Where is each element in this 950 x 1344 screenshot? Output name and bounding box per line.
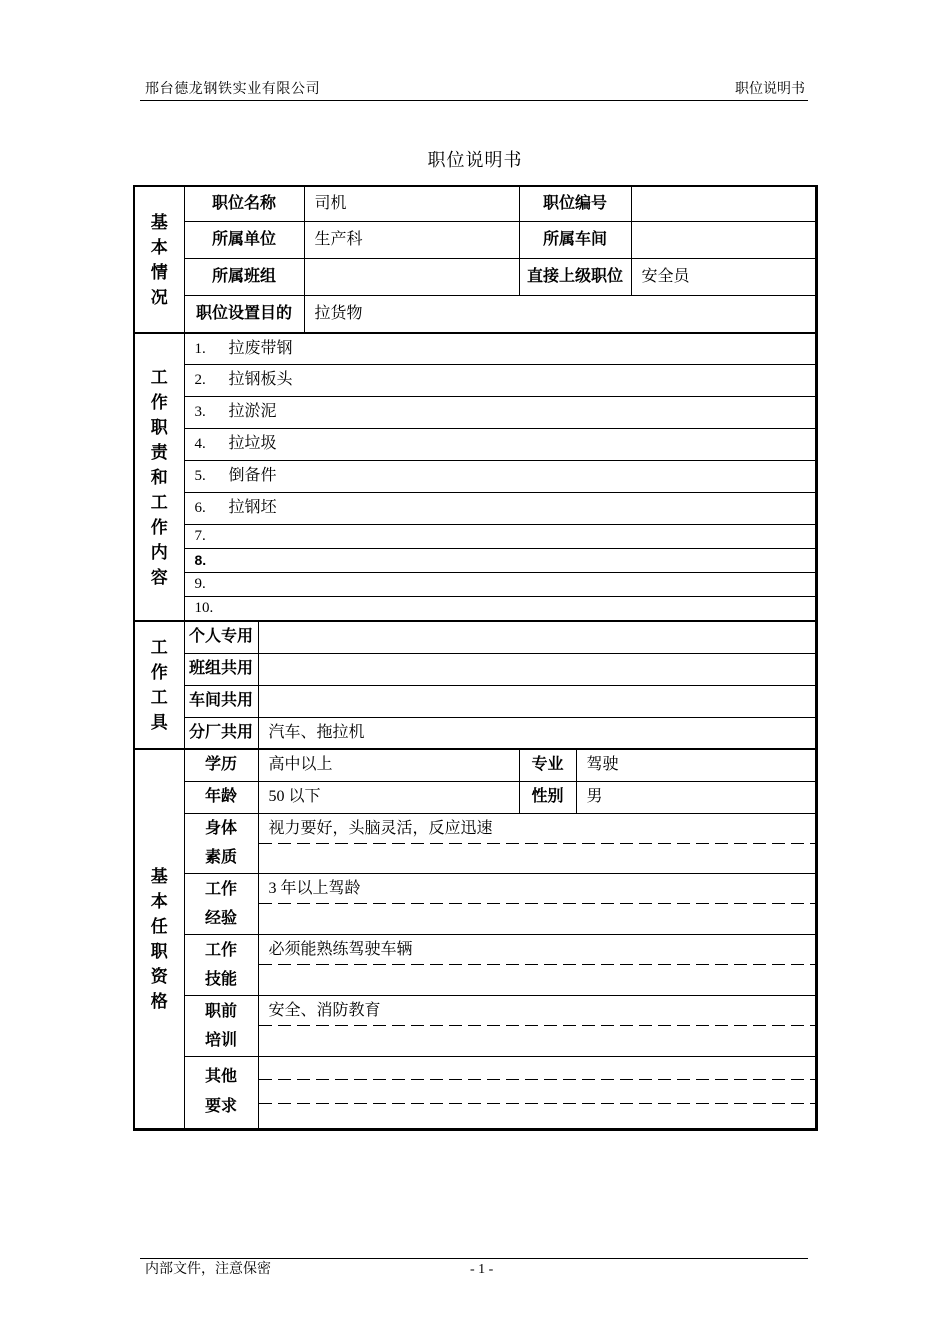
- footer-confidential-note: 内部文件，注意保密: [145, 1262, 271, 1277]
- footer-divider: [140, 1258, 808, 1259]
- section-label-qualifications: [134, 749, 184, 1129]
- qualifications-section-title: 基本任职资格: [150, 866, 168, 1011]
- header-divider: [140, 100, 808, 101]
- tool-value-branch-factory: 汽车、拖拉机: [258, 717, 816, 749]
- tools-section-title: 工作工具: [150, 638, 168, 732]
- duty-row: [134, 548, 816, 572]
- duty-number: 8.: [194, 551, 207, 568]
- duty-text: 拉钢板头: [228, 371, 293, 388]
- duty-item: [184, 333, 816, 364]
- qualification-row: [134, 934, 816, 965]
- basic-info-row: [134, 258, 816, 295]
- duty-text: 拉废带钢: [228, 339, 293, 357]
- duty-item: [184, 524, 816, 548]
- duty-row: [134, 572, 816, 596]
- tool-row: [134, 653, 816, 685]
- label-line: 培训: [204, 1031, 237, 1049]
- work-skills-value: 必须能熟练驾驶车辆: [258, 934, 816, 965]
- basic-info-row: [134, 221, 816, 258]
- position-code-value: [631, 186, 816, 221]
- duty-row: [134, 596, 816, 621]
- basic-info-row: [134, 186, 816, 221]
- workshop-value: [631, 221, 816, 258]
- qualification-row: [134, 781, 816, 813]
- tool-row: [134, 621, 816, 653]
- label-line: 要求: [204, 1098, 237, 1115]
- basic-info-row: [134, 295, 816, 333]
- physical-fitness-value: 视力要好，头脑灵活，反应迅速: [258, 813, 816, 844]
- education-label: 学历: [184, 749, 258, 781]
- other-requirements-line: [258, 1080, 816, 1104]
- duty-number: 7.: [194, 528, 206, 544]
- tool-row: [134, 685, 816, 717]
- age-label: 年龄: [184, 781, 258, 813]
- duty-item: [184, 572, 816, 596]
- duty-item: [184, 364, 816, 396]
- other-requirements-line: [258, 1056, 816, 1080]
- duty-number: 1.: [194, 340, 206, 357]
- pre-job-training-label: [184, 995, 258, 1056]
- qualification-row: [134, 995, 816, 1026]
- duty-number: 5.: [194, 468, 206, 484]
- pre-job-training-value: 安全、消防教育: [258, 995, 816, 1026]
- position-purpose-value: 拉货物: [304, 295, 816, 333]
- unit-value: 生产科: [304, 221, 519, 258]
- work-skills-label: [184, 934, 258, 995]
- work-skills-extra-line: [258, 965, 816, 995]
- basic-info-section-title: 基本情况: [150, 212, 168, 307]
- position-code-label: 职位编号: [519, 186, 631, 221]
- other-requirements-label: [184, 1056, 258, 1129]
- work-experience-value: 3 年以上驾龄: [258, 873, 816, 904]
- header-company-name: 邢台德龙钢铁实业有限公司: [145, 82, 321, 97]
- major-label: 专业: [519, 749, 576, 781]
- tool-value-workshop: [258, 685, 816, 717]
- pre-job-training-extra-line: [258, 1026, 816, 1056]
- duty-row: [134, 460, 816, 492]
- duty-text: 倒备件: [228, 467, 277, 484]
- duty-row: [134, 524, 816, 548]
- position-purpose-label: 职位设置目的: [184, 295, 304, 333]
- duty-number: 10.: [194, 600, 214, 617]
- job-description-table: [133, 185, 818, 1131]
- duty-item: [184, 596, 816, 621]
- work-experience-extra-line: [258, 904, 816, 934]
- duty-row: [134, 396, 816, 428]
- header-document-type: 职位说明书: [735, 82, 805, 97]
- workshop-label: 所属车间: [519, 221, 631, 258]
- duty-number: 9.: [194, 576, 206, 592]
- tool-label-personal: 个人专用: [184, 621, 258, 653]
- gender-label: 性别: [519, 781, 576, 813]
- duties-section-title: 工作职责和工作内容: [150, 367, 168, 587]
- label-line: 身体: [204, 820, 237, 837]
- physical-fitness-label: [184, 813, 258, 873]
- qualification-row: [134, 813, 816, 844]
- section-label-duties: [134, 333, 184, 621]
- direct-superior-value: 安全员: [631, 258, 816, 295]
- duty-number: 2.: [194, 372, 206, 388]
- duty-row: [134, 492, 816, 524]
- major-value: 驾驶: [576, 749, 816, 781]
- tool-label-team: 班组共用: [184, 653, 258, 685]
- duty-item: [184, 460, 816, 492]
- label-line: 技能: [204, 970, 237, 988]
- label-line: 其他: [204, 1068, 237, 1085]
- duty-item: [184, 548, 816, 572]
- qualification-row: [134, 1056, 816, 1080]
- tool-label-workshop: 车间共用: [184, 685, 258, 717]
- duty-number: 6.: [194, 500, 206, 516]
- team-value: [304, 258, 519, 295]
- position-name-label: 职位名称: [184, 186, 304, 221]
- section-label-basic-info: [134, 186, 184, 333]
- label-line: 工作: [204, 941, 237, 959]
- direct-superior-label: 直接上级职位: [519, 258, 631, 295]
- qualification-row: [134, 873, 816, 904]
- duty-number: 4.: [194, 436, 206, 452]
- section-label-tools: [134, 621, 184, 749]
- unit-label: 所属单位: [184, 221, 304, 258]
- duty-text: 拉垃圾: [228, 435, 277, 452]
- age-value: 50 以下: [258, 781, 519, 813]
- work-experience-label: [184, 873, 258, 934]
- tool-value-team: [258, 653, 816, 685]
- duty-row: [134, 428, 816, 460]
- label-line: 经验: [204, 909, 237, 927]
- footer-page-number: - 1 -: [470, 1262, 494, 1277]
- duty-text: 拉淤泥: [228, 403, 277, 420]
- qualification-row: [134, 749, 816, 781]
- position-name-value: 司机: [304, 186, 519, 221]
- label-line: 工作: [204, 880, 237, 898]
- tool-label-branch-factory: 分厂共用: [184, 717, 258, 749]
- duty-text: 拉钢坯: [228, 499, 277, 516]
- education-value: 高中以上: [258, 749, 519, 781]
- tool-row: [134, 717, 816, 749]
- duty-item: [184, 396, 816, 428]
- duty-row: [134, 333, 816, 364]
- other-requirements-line: [258, 1104, 816, 1129]
- duty-number: 3.: [194, 404, 206, 420]
- gender-value: 男: [576, 781, 816, 813]
- tool-value-personal: [258, 621, 816, 653]
- page-title: 职位说明书: [427, 150, 523, 170]
- duty-row: [134, 364, 816, 396]
- duty-item: [184, 428, 816, 460]
- label-line: 素质: [204, 849, 237, 866]
- label-line: 职前: [204, 1002, 237, 1020]
- duty-item: [184, 492, 816, 524]
- team-label: 所属班组: [184, 258, 304, 295]
- physical-fitness-extra-line: [258, 844, 816, 873]
